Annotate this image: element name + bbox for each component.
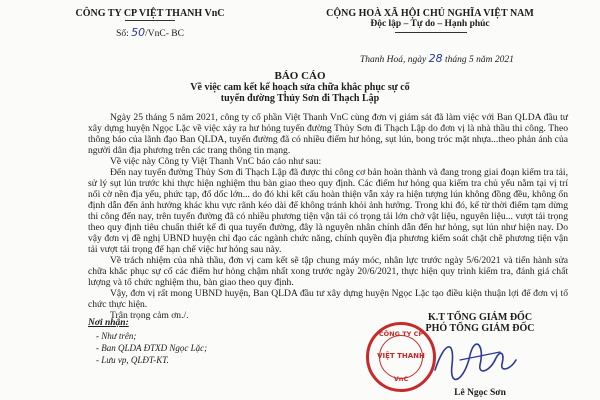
body-paragraph: Về việc này Công ty Việt Thanh VnC báo cáo như sau:	[110, 156, 322, 167]
national-motto: Độc lập – Tự do – Hạnh phúc	[370, 19, 490, 29]
recipients-title: Nơi nhận:	[88, 318, 129, 328]
seal-text-bottom: VnC	[393, 375, 409, 383]
document-body	[88, 112, 568, 321]
document-number	[60, 26, 240, 39]
recipient-item: - Ban QLDA ĐTXD Ngọc Lặc;	[96, 343, 208, 353]
company-underline	[125, 20, 175, 21]
recipient-item: - Như trên;	[96, 331, 137, 341]
signature-title-2: PHÓ TỔNG GIÁM ĐỐC	[425, 323, 535, 334]
date-day-handwritten: 28	[428, 52, 443, 65]
date-prefix: Thanh Hoá, ngày	[360, 55, 427, 65]
document-subject-line-2: tuyến đường Thủy Sơn đi Thạch Lập	[220, 93, 380, 104]
body-paragraph: Về trách nhiệm của nhà thầu, đơn vị cam kết sẽ tập chung máy móc, nhân lực trước ngày 5/6/2021 và tiến hành sửa chữa khắc phục sự cố các điểm hư hỏng chậm nhất xong trước ngày 20/6/2021, thực hiện quy trình kiểm tra, đánh giá chất lượng và tổ chức nghiệm thu, bàn giao theo quy định.	[88, 255, 568, 288]
motto-underline	[395, 32, 467, 33]
country-name: CỘNG HOÀ XÃ HỘI CHỦ NGHĨA VIỆT NAM	[326, 8, 534, 19]
date-suffix: tháng 5 năm 2021	[445, 55, 514, 65]
body-paragraph: Trân trọng cảm ơn./.	[110, 310, 189, 321]
signature-title-1: K.T TỔNG GIÁM ĐỐC	[427, 312, 533, 323]
seal-text-middle: VIỆT THANH	[377, 352, 425, 360]
body-paragraph: Đến nay tuyến đường Thủy Sơn đi Thạch Lập đã được thi công cơ bản hoàn thành và đang trong giai đoạn kiểm tra tải, sử lý sụt lún trước khi thực hiện nghiệm thu bàn giao theo quy định. Các điểm hư hỏng qua kiểm tra chủ yếu nằm tại vị trí nối cờ nền địa yếu, phức tạp, đổ dốc lớn... do đó khi kết cấu hoàn thiện vẫn xảy ra hiện tượng lún không đồng đều, không ổn định dẫn đến ảnh hưởng khác khu vực rãnh kéo dài để không tránh khỏi ảnh hưởng. Trong khi đó, kể từ thời điểm tạm dừng thi công đến nay, trên tuyến đường đã có nhiều phương tiện vận tải có trọng tải lớn chở vật liệu, nguyên liệu... vượt tải trọng theo quy định tiêu chuẩn thiết kế đi qua tuyến đường, đây là nguyên nhân chính dẫn đến hư hỏng, sụt lún như hiện nay. Do vậy đơn vị đề nghị UBND huyện chỉ đạo các ngành chức năng, chính quyền địa phương kiểm soát chặt chẽ phương tiện vận tải vượt tải trọng để hạn chế việc hư hỏng sau này.	[88, 167, 568, 255]
doc-no-prefix: Số:	[116, 29, 129, 39]
seal-text-top: CÔNG TY CP	[378, 330, 424, 338]
doc-no-handwritten: 50	[131, 26, 146, 39]
body-paragraph: Vậy, đơn vị rất mong UBND huyện, Ban QLDA đầu tư xây dựng huyện Ngọc Lặc tạo điều kiện thuận lợi để đơn vị tổ chức thực hiện.	[88, 288, 568, 310]
company-name: CÔNG TY CP VIỆT THANH VnC	[75, 8, 225, 19]
company-seal-stamp	[366, 322, 436, 392]
handwritten-signature	[430, 330, 520, 385]
doc-no-suffix: /VnC- BC	[145, 29, 184, 39]
document-title: BÁO CÁO	[274, 70, 326, 82]
recipient-item: - Lưu vp, QLĐT-KT.	[96, 355, 169, 365]
document-date	[360, 52, 514, 65]
document-subject-line-1: Về việc cam kết kế hoạch sửa chữa khắc phục sự cố	[190, 82, 410, 93]
signer-name: Lê Ngọc Sơn	[454, 388, 506, 398]
body-paragraph: Ngày 25 tháng 5 năm 2021, công ty cổ phần Việt Thanh VnC cùng đơn vị giám sát đã làm việc với Ban QLDA đầu tư xây dựng huyện Ngọc Lặc về việc xảy ra hư hỏng tuyến đường Thủy Sơn đi Thạch Lập do đơn vị là nhà thầu thi công. Theo thông báo của lãnh đạo Ban QLDA, tuyến đường đã có nhiều điểm hư hỏng, sụt lún, bong tróc mặt nhựa...theo phản ánh của người dân địa phương trên các trang thông tin mạng.	[88, 112, 568, 156]
